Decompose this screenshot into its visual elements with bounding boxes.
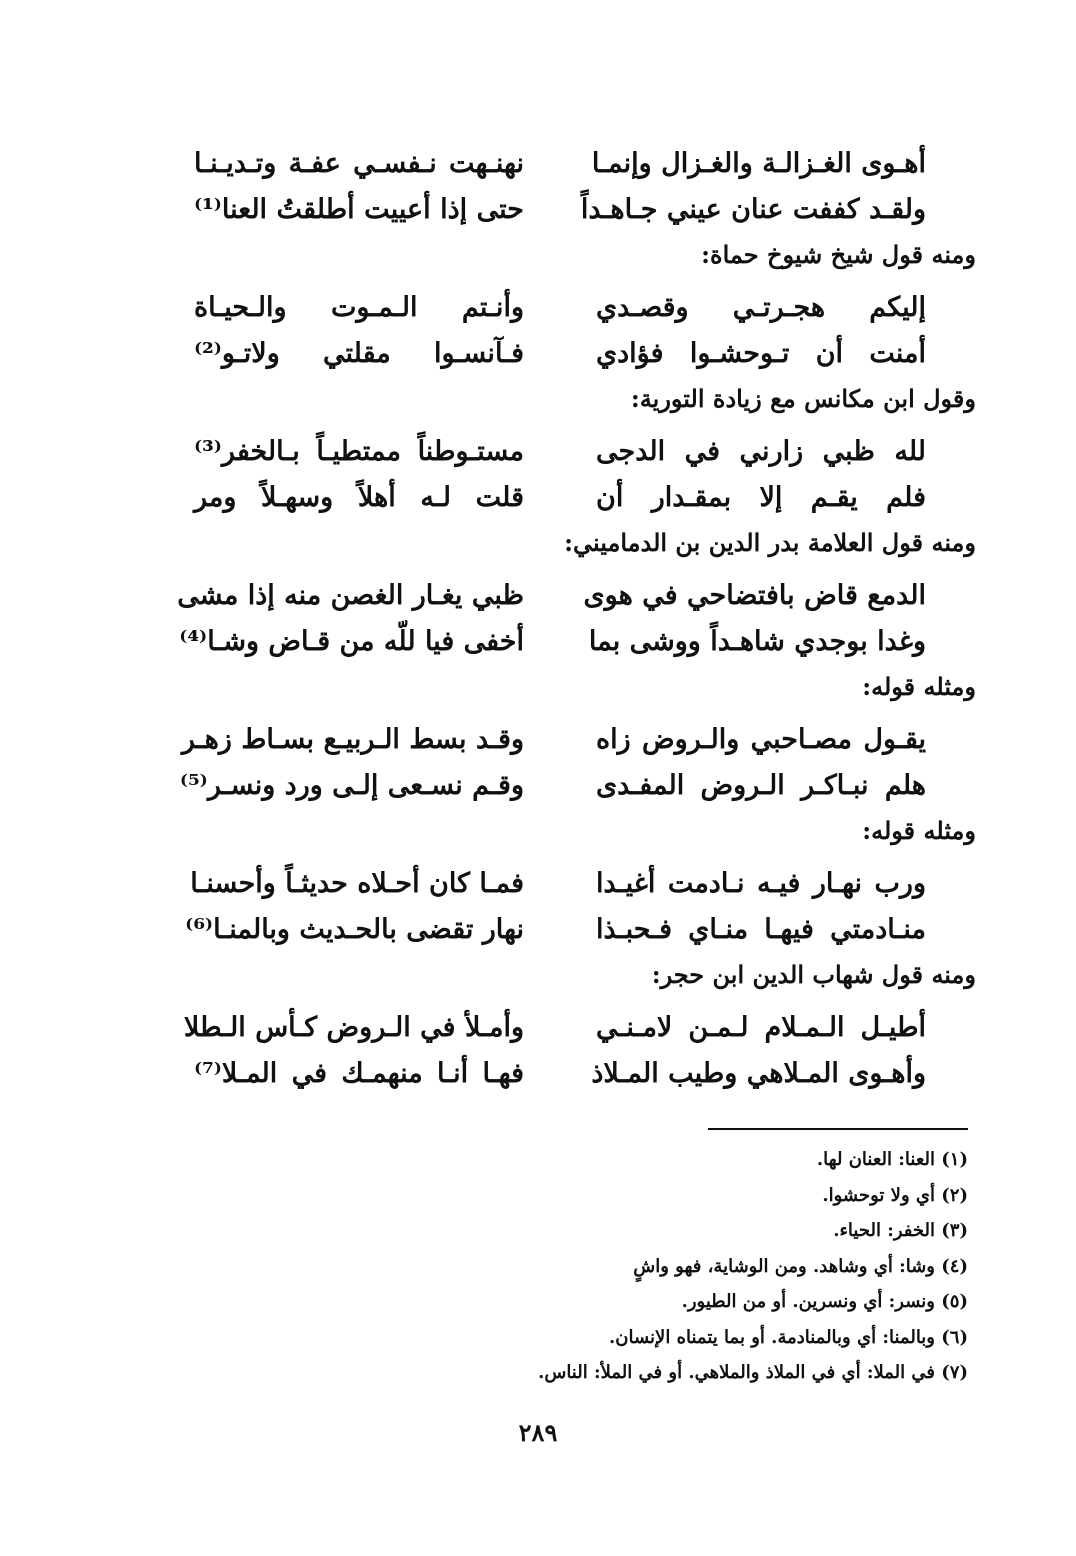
verse-line bbox=[96, 906, 976, 952]
second-hemistich: قلت لـه أهلاً وسهـلاً ومر bbox=[194, 481, 524, 513]
poem-block bbox=[96, 860, 976, 952]
footnote: (٥) ونسر: أي ونسرين. أو من الطيور. bbox=[681, 1291, 968, 1312]
verse-line bbox=[96, 428, 976, 474]
poem-block bbox=[96, 1004, 976, 1096]
first-hemistich: وأهـوى المـلاهي وطيب المـلاذ bbox=[591, 1057, 926, 1089]
first-hemistich: إليكم هجـرتـي وقصـدي bbox=[596, 291, 926, 323]
first-hemistich: الدمع قاض بافتضاحي في هوى bbox=[583, 579, 926, 611]
poem-block bbox=[96, 572, 976, 664]
poem-intro: ومثله قوله: bbox=[862, 672, 976, 701]
verse-line bbox=[96, 762, 976, 808]
second-hemistich: نهنـهت نـفسـي عفـة وتـديـنـا bbox=[194, 147, 524, 179]
footnote: (١) العنا: العنان لها. bbox=[816, 1149, 968, 1170]
footnote: (٢) أي ولا توحشوا. bbox=[822, 1184, 968, 1206]
second-hemistich: وأنـتم الـمـوت والـحيـاة bbox=[194, 291, 524, 323]
second-hemistich: فهـا أنـا منهمـك في المـلا⁽⁷⁾ bbox=[194, 1057, 524, 1089]
poem-block bbox=[96, 716, 976, 808]
verse-line bbox=[96, 716, 976, 762]
footnote: (٣) الخفر: الحياء. bbox=[833, 1220, 968, 1241]
footnotes bbox=[188, 1142, 968, 1391]
page-body bbox=[96, 140, 976, 1104]
footnote: (٤) وشا: أي وشاهد. ومن الوشاية، فهو واشٍ bbox=[633, 1255, 968, 1277]
footnote: (٧) في الملا: أي في الملاذ والملاهي. أو في الملأ: الناس. bbox=[538, 1362, 968, 1383]
poem-intro: ومنه قول شيخ شيوخ حماة: bbox=[701, 240, 976, 269]
poem-intro: وقول ابن مكانس مع زيادة التورية: bbox=[630, 384, 976, 413]
second-hemistich: وأمـلأ في الـروض كـأس الـطلا bbox=[183, 1011, 524, 1043]
poem-intro: ومثله قوله: bbox=[862, 816, 976, 845]
second-hemistich: حتى إذا أعييت أطلقتُ العنا⁽¹⁾ bbox=[194, 193, 524, 225]
first-hemistich: ورب نهـار فيـه نـادمت أغيـدا bbox=[596, 867, 926, 899]
second-hemistich: نهار تقضى بالحـديث وبالمنـا⁽⁶⁾ bbox=[185, 913, 524, 945]
first-hemistich: أطيـل الـمـلام لـمـن لامـنـي bbox=[596, 1011, 926, 1043]
poem-block bbox=[96, 284, 976, 376]
first-hemistich: أمنت أن تـوحشـوا فؤادي bbox=[596, 337, 926, 369]
verse-line bbox=[96, 1050, 976, 1096]
verse-line bbox=[96, 284, 976, 330]
page-number: ٢٨٩ bbox=[518, 1418, 558, 1447]
verse-line bbox=[96, 186, 976, 232]
second-hemistich: فمـا كان أحـلاه حديثـاً وأحسنـا bbox=[190, 867, 524, 899]
second-hemistich: وقـد بسط الـربيـع بسـاط زهـر bbox=[181, 723, 524, 755]
first-hemistich: أهـوى الغـزالـة والغـزال وإنمـا bbox=[591, 147, 926, 179]
verse-line bbox=[96, 140, 976, 186]
footnote: (٦) وبالمنا: أي وبالمنادمة. أو بما يتمناه الإنسان. bbox=[609, 1326, 968, 1348]
poem-intro: ومنه قول العلامة بدر الدين بن الدماميني: bbox=[564, 528, 976, 557]
first-hemistich: وغدا بوجدي شاهـداً ووشى بما bbox=[588, 625, 926, 657]
first-hemistich: منـادمتي فيهـا منـاي فـحبـذا bbox=[596, 913, 926, 945]
poem-intro: ومنه قول شهاب الدين ابن حجر: bbox=[651, 960, 976, 989]
poem-block bbox=[96, 140, 976, 232]
second-hemistich: فـآنسـوا مقلتي ولاتـو⁽²⁾ bbox=[194, 337, 524, 369]
verse-line bbox=[96, 860, 976, 906]
verse-line bbox=[96, 474, 976, 520]
poem-block bbox=[96, 428, 976, 520]
first-hemistich: فلم يقـم إلا بمقـدار أن bbox=[596, 481, 926, 513]
first-hemistich: لله ظبي زارني في الدجى bbox=[596, 435, 926, 467]
second-hemistich: وقـم نسـعى إلـى ورد ونسـر⁽⁵⁾ bbox=[179, 769, 524, 801]
second-hemistich: ظبي يغـار الغصن منه إذا مشى bbox=[177, 579, 524, 611]
verse-line bbox=[96, 1004, 976, 1050]
second-hemistich: أخفى فيا للّه من قـاض وشـا⁽⁴⁾ bbox=[179, 625, 524, 657]
first-hemistich: يقـول مصـاحبي والـروض زاه bbox=[596, 723, 926, 755]
first-hemistich: ولقـد كففت عنان عيني جـاهـداً bbox=[580, 193, 926, 225]
footnote-separator bbox=[708, 1128, 968, 1130]
verse-line bbox=[96, 330, 976, 376]
verse-line bbox=[96, 572, 976, 618]
second-hemistich: مستـوطناً ممتطيـاً بـالخفر⁽³⁾ bbox=[194, 435, 524, 467]
verse-line bbox=[96, 618, 976, 664]
first-hemistich: هلم نبـاكـر الـروض المفـدى bbox=[596, 769, 926, 801]
